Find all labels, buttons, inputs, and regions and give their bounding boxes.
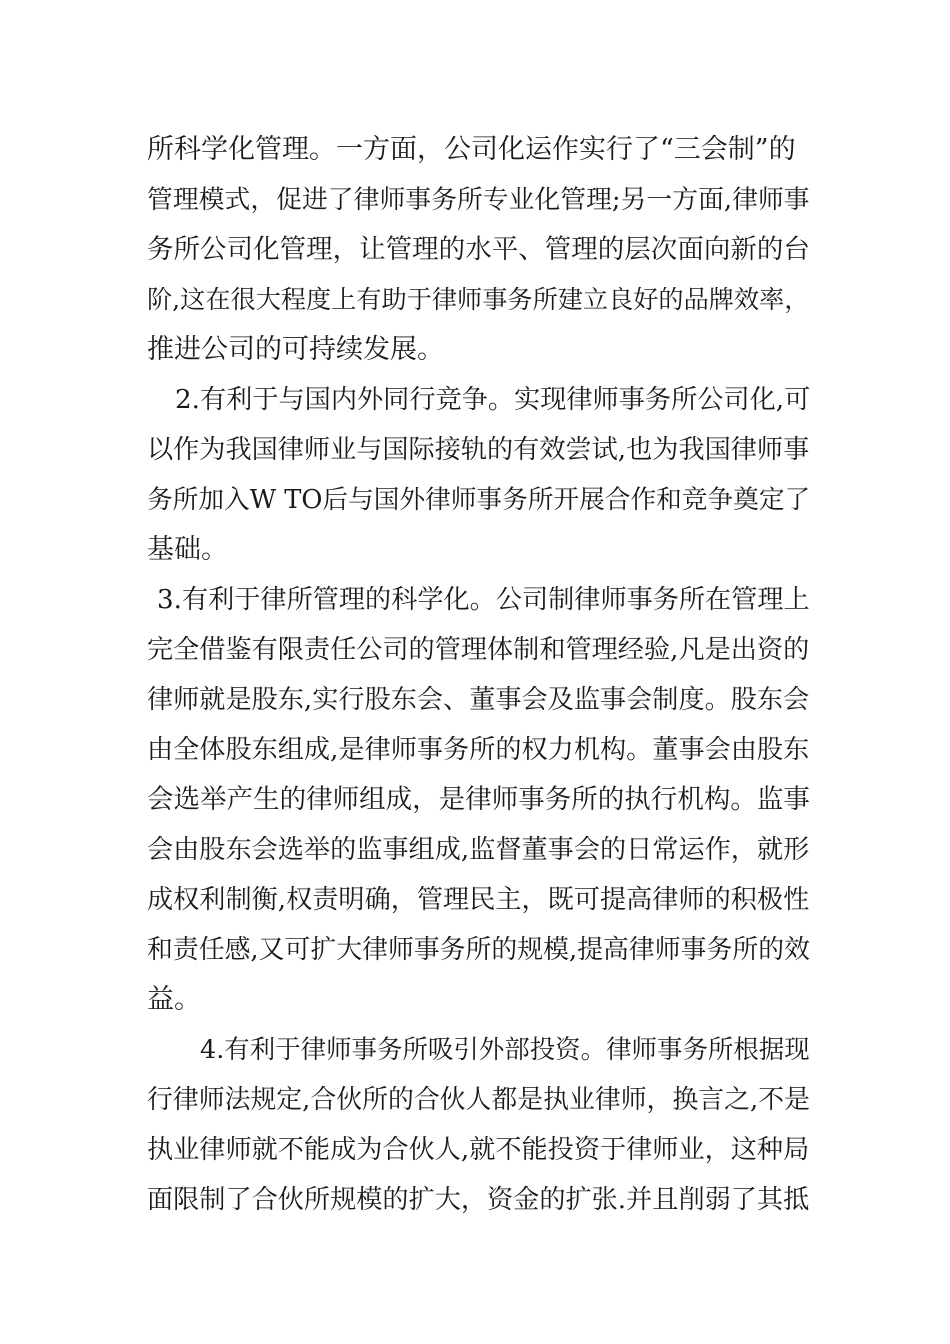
text-line: 基础。	[147, 534, 228, 565]
text-line: 3.有利于律所管理的科学化。公司制律师事务所在管理上	[157, 585, 810, 615]
text-line: 会选举产生的律师组成，是律师事务所的执行机构。监事	[147, 784, 810, 815]
text-line: 务所加入W TO后与国外律师事务所开展合作和竞争奠定了	[147, 485, 811, 515]
text-line: 管理模式，促进了律师事务所专业化管理;另一方面,律师事	[147, 185, 810, 215]
text-line: 由全体股东组成,是律师事务所的权力机构。董事会由股东	[147, 735, 810, 765]
text-line: 面限制了合伙所规模的扩大，资金的扩张.并且削弱了其抵	[147, 1185, 810, 1215]
text-line: 成权利制衡,权责明确，管理民主，既可提高律师的积极性	[147, 885, 810, 915]
text-line: 会由股东会选举的监事组成,监督董事会的日常运作，就形	[147, 835, 810, 865]
text-line: 推进公司的可持续发展。	[147, 334, 444, 365]
text-line: 完全借鉴有限责任公司的管理体制和管理经验,凡是出资的	[147, 635, 810, 665]
text-line: 4.有利于律师事务所吸引外部投资。律师事务所根据现	[200, 1035, 810, 1065]
text-line: 所科学化管理。一方面，公司化运作实行了“三会制”的	[147, 134, 796, 165]
text-line: 务所公司化管理，让管理的水平、管理的层次面向新的台	[147, 234, 810, 265]
text-line: 行律师法规定,合伙所的合伙人都是执业律师，换言之,不是	[147, 1085, 810, 1115]
text-line: 益。	[147, 984, 201, 1015]
text-line: 以作为我国律师业与国际接轨的有效尝试,也为我国律师事	[147, 435, 810, 465]
text-line: 和责任感,又可扩大律师事务所的规模,提高律师事务所的效	[147, 935, 810, 965]
text-line: 执业律师就不能成为合伙人,就不能投资于律师业，这种局	[147, 1135, 810, 1165]
text-line: 2.有利于与国内外同行竞争。实现律师事务所公司化,可	[175, 385, 811, 415]
text-line: 律师就是股东,实行股东会、董事会及监事会制度。股东会	[147, 685, 810, 715]
text-line: 阶,这在很大程度上有助于律师事务所建立良好的品牌效率，	[147, 285, 810, 314]
